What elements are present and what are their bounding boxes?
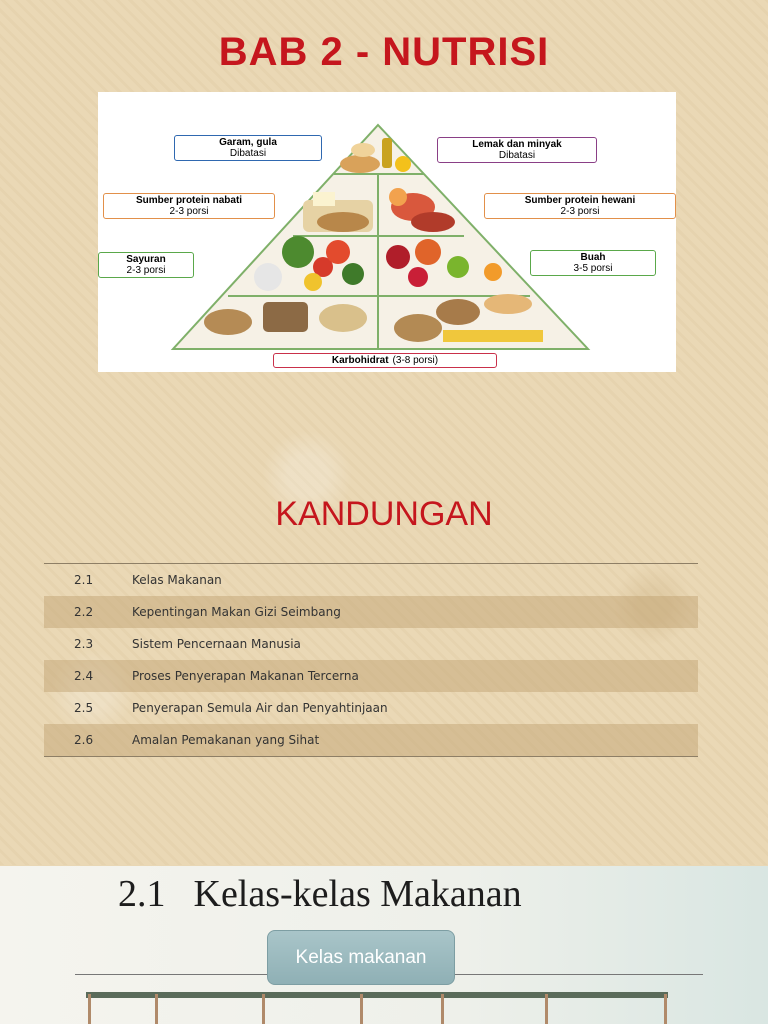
pyramid-label-plant-protein: Sumber protein nabati 2-3 porsi <box>103 193 275 219</box>
section-title: Penyerapan Semula Air dan Penyahtinjaan <box>132 701 388 715</box>
section-number: 2.4 <box>74 669 94 683</box>
pyramid-label-fruit: Buah 3-5 porsi <box>530 250 656 276</box>
slide-heading-title: Kelas-kelas Makanan <box>193 873 522 915</box>
pyramid-label-vegetables: Sayuran 2-3 porsi <box>98 252 194 278</box>
section-number: 2.3 <box>74 637 94 651</box>
section-title: Sistem Pencernaan Manusia <box>132 637 301 651</box>
contents-table <box>44 563 698 757</box>
kelas-makanan-button[interactable]: Kelas makanan <box>267 930 455 985</box>
diagram-connector <box>262 994 265 1024</box>
slide-title: BAB 2 - NUTRISI <box>218 30 550 74</box>
section-title: Kepentingan Makan Gizi Seimbang <box>132 605 341 619</box>
diagram-connector-bar <box>86 992 668 998</box>
contents-heading: KANDUNGAN <box>275 495 493 533</box>
pyramid-label-salt-sugar: Garam, gula Dibatasi <box>174 135 322 161</box>
table-row <box>44 596 698 628</box>
pyramid-label-animal-protein: Sumber protein hewani 2-3 porsi <box>484 193 676 219</box>
section-number: 2.1 <box>74 573 94 587</box>
section-number: 2.2 <box>74 605 94 619</box>
diagram-connector <box>360 994 363 1024</box>
table-row <box>44 692 698 724</box>
section-title: Kelas Makanan <box>132 573 222 587</box>
table-row <box>44 564 698 596</box>
slide-heading <box>118 872 522 916</box>
diagram-connector <box>155 994 158 1024</box>
section-number: 2.6 <box>74 733 94 747</box>
section-number: 2.5 <box>74 701 94 715</box>
diagram-connector <box>664 994 667 1024</box>
pyramid-label-carbohydrate: Karbohidrat (3-8 porsi) <box>273 353 497 368</box>
slide-kelas-makanan <box>0 866 768 1024</box>
food-pyramid-illustration <box>98 92 676 372</box>
table-row <box>44 628 698 660</box>
section-title: Amalan Pemakanan yang Sihat <box>132 733 320 747</box>
diagram-connector <box>545 994 548 1024</box>
table-row <box>44 660 698 692</box>
slide-heading-number: 2.1 <box>118 873 166 915</box>
diagram-connector <box>88 994 91 1024</box>
food-pyramid-figure <box>98 92 676 372</box>
pyramid-label-fat-oil: Lemak dan minyak Dibatasi <box>437 137 597 163</box>
section-title: Proses Penyerapan Makanan Tercerna <box>132 669 359 683</box>
diagram-connector <box>441 994 444 1024</box>
table-row <box>44 724 698 756</box>
